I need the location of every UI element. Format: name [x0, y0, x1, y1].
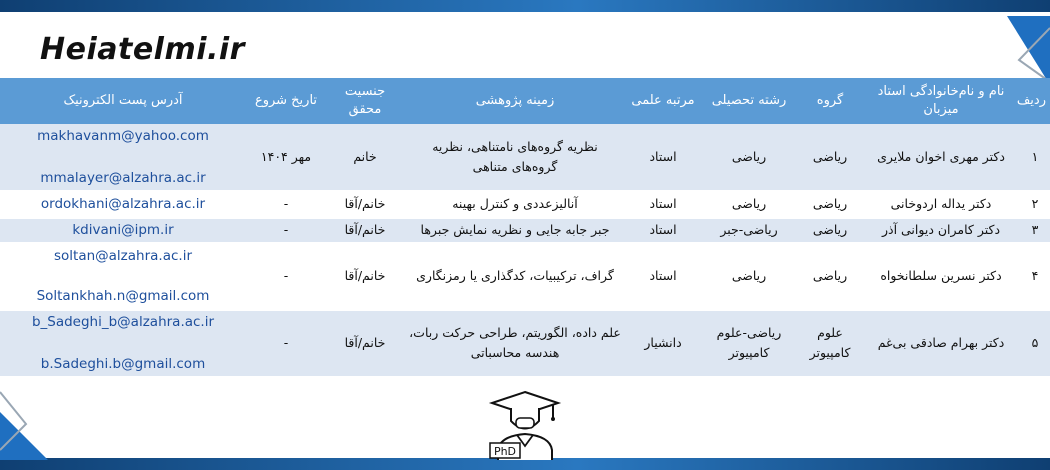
start-date-cell: مهر ۱۴۰۴: [246, 124, 326, 190]
field-cell: ریاضی: [700, 190, 798, 218]
research-area-cell: نظریه گروه‌های نامتناهی، نظریه گروه‌های متناهی: [404, 124, 626, 190]
site-brand-logo: Heiatelmi.ir: [40, 32, 245, 67]
email-link[interactable]: Soltankhah.n@gmail.com: [36, 288, 210, 304]
rank-cell: دانشیار: [626, 310, 700, 376]
gender-cell: خانم: [326, 124, 404, 190]
rank-cell: استاد: [626, 218, 700, 242]
email-cell: [0, 310, 246, 376]
header-field: رشته تحصیلی: [700, 78, 798, 124]
top-border-band: [0, 0, 1050, 12]
group-cell: ریاضی: [798, 190, 862, 218]
email-cell: [0, 242, 246, 310]
research-area-cell: آنالیزعددی و کنترل بهینه: [404, 190, 626, 218]
graduate-student-icon: [482, 388, 568, 460]
professor-name: دکتر یداله اردوخانی: [862, 190, 1020, 218]
start-date-cell: -: [246, 218, 326, 242]
header-group: گروه: [798, 78, 862, 124]
row-number: ۲: [1020, 190, 1050, 218]
row-number: ۵: [1020, 310, 1050, 376]
rank-cell: استاد: [626, 190, 700, 218]
group-cell: ریاضی: [798, 124, 862, 190]
email-cell: [0, 190, 246, 218]
header-row-no: ردیف: [1020, 78, 1050, 124]
email-link[interactable]: soltan@alzahra.ac.ir: [53, 248, 192, 264]
email-cell: [0, 124, 246, 190]
email-link[interactable]: b_Sadeghi_b@alzahra.ac.ir: [31, 314, 215, 330]
gender-cell: خانم/آقا: [326, 218, 404, 242]
row-number: ۱: [1020, 124, 1050, 190]
table-row: [0, 218, 1050, 242]
table-row: [0, 310, 1050, 376]
research-area-cell: گراف، ترکیبیات، کدگذاری یا رمزنگاری: [404, 242, 626, 310]
gender-cell: خانم/آقا: [326, 242, 404, 310]
gender-cell: خانم/آقا: [326, 190, 404, 218]
research-area-cell: جبر جابه جایی و نظریه نمایش جبرها: [404, 218, 626, 242]
header-researcher-gender: جنسیت محقق: [326, 78, 404, 124]
email-link[interactable]: ordokhani@alzahra.ac.ir: [40, 196, 206, 212]
field-cell: ریاضی-جبر: [700, 218, 798, 242]
header-host-professor: نام و نام‌خانوادگی استاد میزبان: [862, 78, 1020, 124]
professor-name: دکتر نسرین سلطانخواه: [862, 242, 1020, 310]
start-date-cell: -: [246, 190, 326, 218]
header-start-date: تاریخ شروع: [246, 78, 326, 124]
email-link[interactable]: mmalayer@alzahra.ac.ir: [40, 169, 206, 186]
field-cell: ریاضی: [700, 124, 798, 190]
email-cell: [0, 218, 246, 242]
group-cell: ریاضی: [798, 218, 862, 242]
rank-cell: استاد: [626, 124, 700, 190]
gender-cell: خانم/آقا: [326, 310, 404, 376]
rank-cell: استاد: [626, 242, 700, 310]
phd-label: PhD: [493, 445, 517, 458]
table-row: [0, 190, 1050, 218]
start-date-cell: -: [246, 310, 326, 376]
table-header-row: [0, 78, 1050, 124]
email-link[interactable]: b.Sadeghi.b@gmail.com: [40, 356, 206, 372]
email-link[interactable]: kdivani@ipm.ir: [72, 222, 174, 238]
header-research-area: زمینه پژوهشی: [404, 78, 626, 124]
field-cell: ریاضی: [700, 242, 798, 310]
row-number: ۳: [1020, 218, 1050, 242]
header-email: آدرس پست الکترونیک: [0, 78, 246, 124]
email-link[interactable]: makhavanm@yahoo.com: [37, 127, 209, 144]
row-number: ۴: [1020, 242, 1050, 310]
bottom-left-corner-decoration: [0, 388, 60, 460]
group-cell: علوم کامپیوتر: [798, 310, 862, 376]
professor-name: دکتر مهری اخوان ملایری: [862, 124, 1020, 190]
top-right-corner-decoration: [985, 10, 1050, 85]
professor-name: دکتر کامران دیوانی آذر: [862, 218, 1020, 242]
group-cell: ریاضی: [798, 242, 862, 310]
research-area-cell: علم داده، الگوریتم، طراحی حرکت ربات، هندسه محاسباتی: [404, 310, 626, 376]
header-rank: مرتبه علمی: [626, 78, 700, 124]
field-cell: ریاضی-علوم کامپیوتر: [700, 310, 798, 376]
table-row: [0, 124, 1050, 190]
host-professors-table: [0, 78, 1050, 377]
professor-name: دکتر بهرام صادقی بی‌غم: [862, 310, 1020, 376]
start-date-cell: -: [246, 242, 326, 310]
table-row: [0, 242, 1050, 310]
